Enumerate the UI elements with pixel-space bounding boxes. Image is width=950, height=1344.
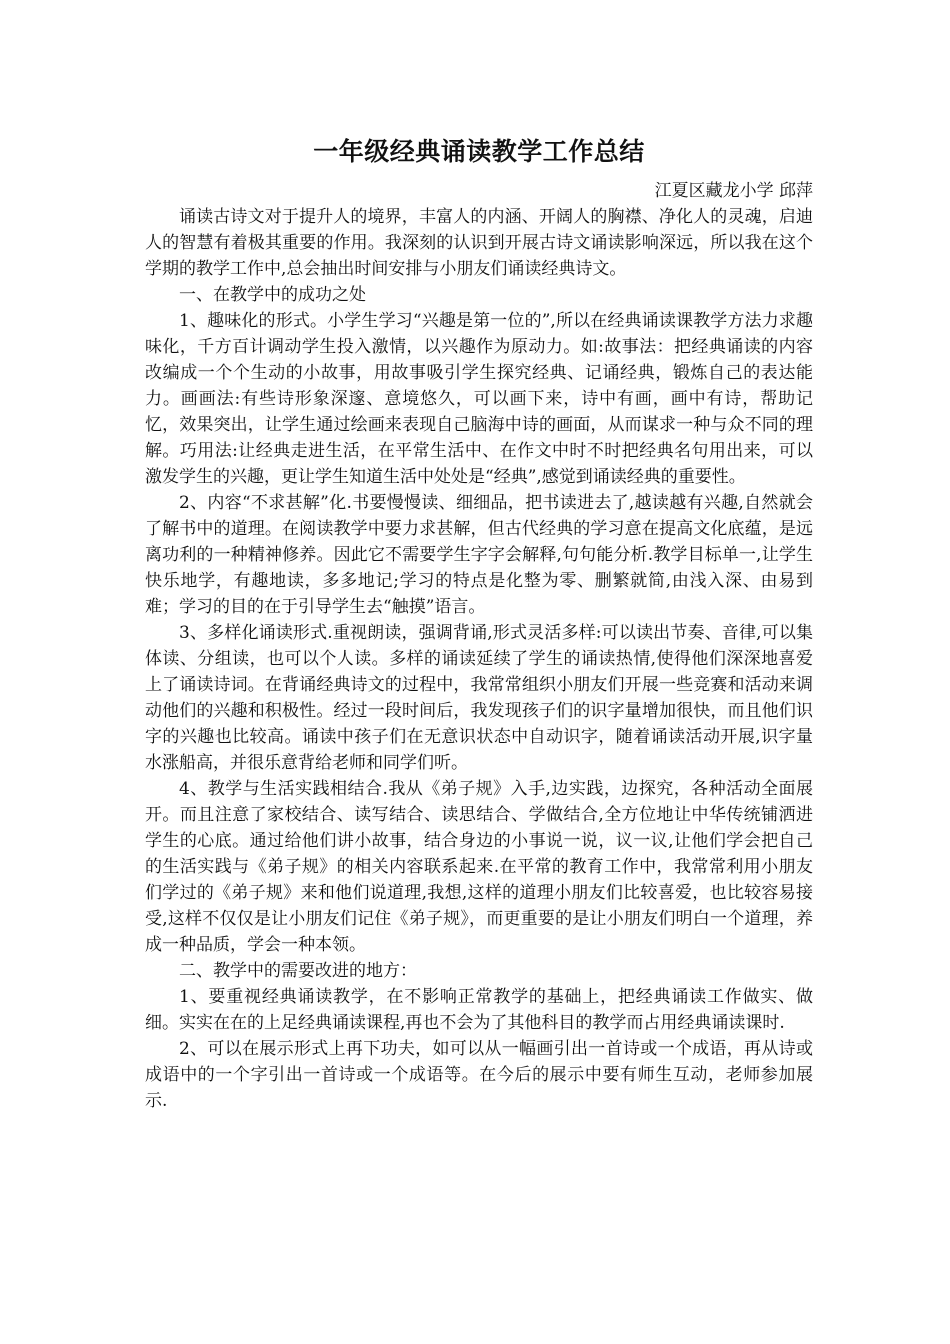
body-paragraph: 2、内容“不求甚解”化.书要慢慢读、细细品，把书读进去了,越读越有兴趣,自然就会了解书中的道理。在阅读教学中要力求甚解，但古代经典的学习意在提高文化底蕴，是远离功利的一种精神修养。因此它不需要学生字字会解释,句句能分析.教学目标单一,让学生快乐地学，有趣地读，多多地记;学习的特点是化整为零、删繁就简,由浅入深、由易到难；学习的目的在于引导学生去“触摸”语言。	[145, 493, 813, 617]
body-paragraph: 2、可以在展示形式上再下功夫，如可以从一幅画引出一首诗或一个成语，再从诗或成语中的一个字引出一首诗或一个成语等。在今后的展示中要有师生互动，老师参加展示.	[145, 1039, 813, 1111]
document-page	[145, 136, 813, 1114]
body-paragraph: 3、多样化诵读形式.重视朗读，强调背诵,形式灵活多样:可以读出节奏、音律,可以集体读、分组读，也可以个人读。多样的诵读延续了学生的诵读热情,使得他们深深地喜爱上了诵读诗词。在背诵经典诗文的过程中，我常常组织小朋友们开展一些竞赛和活动来调动他们的兴趣和积极性。经过一段时间后，我发现孩子们的识字量增加很快，而且他们识字的兴趣也比较高。诵读中孩子们在无意识状态中自动识字，随着诵读活动开展,识字量水涨船高，并很乐意背给老师和同学们听。	[145, 623, 813, 773]
body-paragraph: 4、教学与生活实践相结合.我从《弟子规》入手,边实践，边探究，各种活动全面展开。而且注意了家校结合、读写结合、读思结合、学做结合,全方位地让中华传统铺洒进学生的心底。通过给他们讲小故事，结合身边的小事说一说，议一议,让他们学会把自己的生活实践与《弟子规》的相关内容联系起来.在平常的教育工作中，我常常利用小朋友们学过的《弟子规》来和他们说道理,我想,这样的道理小朋友们比较喜爱，也比较容易接受,这样不仅仅是让小朋友们记住《弟子规》，而更重要的是让小朋友们明白一个道理，养成一种品质，学会一种本领。	[145, 779, 813, 955]
intro-paragraph: 诵读古诗文对于提升人的境界，丰富人的内涵、开阔人的胸襟、净化人的灵魂，启迪人的智慧有着极其重要的作用。我深刻的认识到开展古诗文诵读影响深远，所以我在这个学期的教学工作中,总会抽出时间安排与小朋友们诵读经典诗文。	[145, 207, 813, 279]
document-body	[145, 204, 813, 1114]
document-title: 一年级经典诵读教学工作总结	[313, 137, 645, 166]
body-paragraph: 1、要重视经典诵读教学，在不影响正常教学的基础上，把经典诵读工作做实、做细。实实在在的上足经典诵读课程,再也不会为了其他科目的教学而占用经典诵读课时.	[145, 987, 813, 1033]
author-line: 江夏区藏龙小学 邱萍	[654, 181, 813, 201]
section-heading-successes: 一、在教学中的成功之处	[179, 285, 366, 305]
body-paragraph: 1、趣味化的形式。小学生学习“兴趣是第一位的”,所以在经典诵读课教学方法力求趣味化，千方百计调动学生投入激情，以兴趣作为原动力。如:故事法：把经典诵读的内容改编成一个个生动的小故事，用故事吸引学生探究经典、记诵经典，锻炼自己的表达能力。画画法:有些诗形象深邃、意境悠久，可以画下来，诗中有画，画中有诗，帮助记忆，效果突出，让学生通过绘画来表现自己脑海中诗的画面，从而谋求一种与众不同的理解。巧用法:让经典走进生活，在平常生活中、在作文中时不时把经典名句用出来，可以激发学生的兴趣，更让学生知道生活中处处是“经典”,感觉到诵读经典的重要性。	[145, 311, 813, 487]
section-heading-improvements: 二、教学中的需要改进的地方：	[179, 961, 417, 981]
